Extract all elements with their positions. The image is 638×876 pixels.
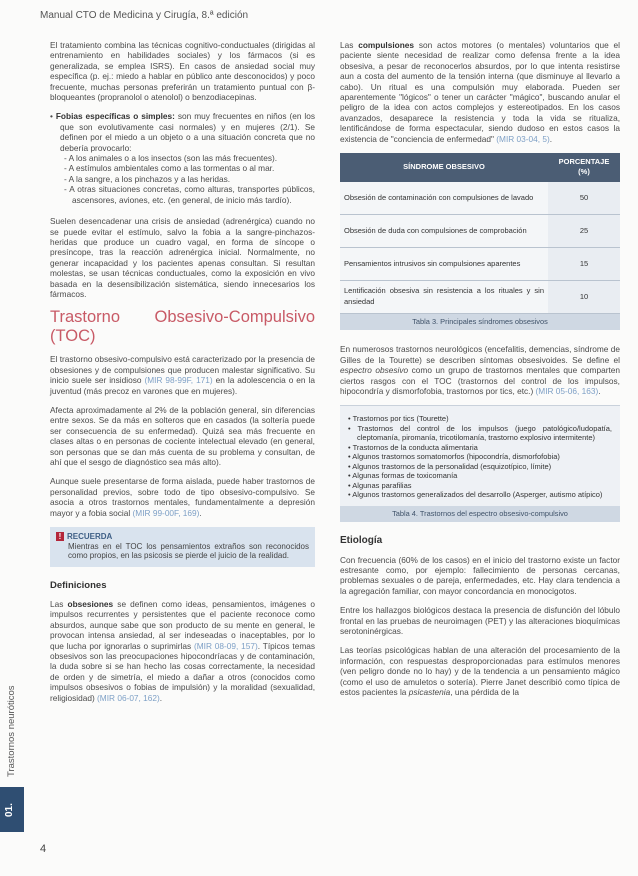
table-header: PORCENTAJE (%) bbox=[548, 153, 620, 182]
section-heading: Trastorno Obsesivo-Compulsivo (TOC) bbox=[50, 308, 315, 346]
mir-reference: (MIR 05-06, 163) bbox=[535, 385, 599, 396]
chapter-number-tab: 01. bbox=[0, 787, 24, 832]
list-item: • Trastornos del control de los impulsos (juego patológico/ludopatía, cleptomanía, piromanía, tricotilomanía, trastorno explosivo intermitente) bbox=[348, 423, 612, 443]
table-header: SÍNDROME OBSESIVO bbox=[340, 153, 548, 182]
table-row: Pensamientos intrusivos sin compulsiones aparentes 15 bbox=[340, 247, 620, 280]
recuerda-box: ! RECUERDA Mientras en el TOC los pensamientos extraños son reconocidos como propios, en las psicosis se pierde el juicio de la realidad. bbox=[50, 527, 315, 567]
table-caption: Tabla 4. Trastornos del espectro obsesivo-compulsivo bbox=[340, 506, 620, 522]
paragraph: Aunque suele presentarse de forma aislada, puede haber trastornos de personalidad previos, sobre todo de tipo obsesivo-compulsivo. Se asocia a otros trastornos mentales, fundamentalmente a depresión mayor y a fobia social (MIR 99-00F, 169). bbox=[50, 476, 315, 518]
exclamation-icon: ! bbox=[56, 532, 64, 541]
paragraph: Las compulsiones son actos motores (o mentales) voluntarios que el paciente siente necesidad de realizar como defensa frente a la idea obsesiva, a pesar de reconocerlos absurdos, por lo que intenta resistirse aun a costa del aumento de la tensión interna (que disminuye al llevarlo a cabo). Un ritual es una compulsión muy elaborada. Pueden ser aparentemente "lógicos" o tener un carácter "mágico", buscando anular el peligro de la idea con actos complejos y estereotipados. En los casos avanzados, desaparece la resistencia y toda la vida se ritualiza, lentificándose de forma espectacular, siendo dudoso en estos casos la existencia de "conciencia de enfermedad" (MIR 03-04, 5). bbox=[340, 40, 620, 144]
mir-reference: (MIR 99-00F, 169) bbox=[132, 507, 200, 518]
chapter-label: Trastornos neuróticos bbox=[6, 685, 17, 777]
list-item: • Trastornos de la conducta alimentaria bbox=[348, 442, 478, 452]
paragraph: Las obsesiones se definen como ideas, pensamientos, imágenes o impulsos recurrentes y persistentes que el paciente reconoce como absurdos, aunque sabe que son producto de su mente en general, le provocan intensa ansiedad, al ser indeseadas o inaceptables, por lo que lucha por ignorarlas o suprimirlas (MIR 08-09, 157). Típicos temas obsesivos son las preocupaciones hipocondríacas y de contaminación, la duda sobre si se han hecho las cosas correctamente, la necesidad de orden y de simetría, el miedo a dañar a otros (conocidos como impulsos obsesivos o fobias de impulsión) y la moralidad (sexualidad, religiosidad) (MIR 06-07, 162). bbox=[50, 598, 316, 703]
running-header: Manual CTO de Medicina y Cirugía, 8.ª edición bbox=[40, 10, 249, 21]
paragraph: Entre los hallazgos biológicos destaca la presencia de disfunción del lóbulo frontal en las pruebas de neuroimagen (PET) y las alteraciones bioquímicas serotoninérgicas. bbox=[340, 605, 620, 637]
table-row: Obsesión de duda con compulsiones de comprobación 25 bbox=[340, 214, 620, 247]
subsection-heading: Definiciones bbox=[50, 579, 107, 591]
list-item: • Algunas parafilias bbox=[348, 480, 412, 490]
sub-list-item: - A los animales o a los insectos (son las más frecuentes). bbox=[64, 153, 278, 164]
mir-reference: (MIR 06-07, 162) bbox=[97, 692, 160, 703]
chapter-sidebar bbox=[0, 642, 24, 832]
table-row: Obsesión de contaminación con compulsiones de lavado 50 bbox=[340, 182, 620, 215]
table-caption: Tabla 3. Principales síndromes obsesivos bbox=[340, 314, 620, 330]
sub-list-item: - A la sangre, a los pinchazos y a las heridas. bbox=[64, 173, 231, 184]
mir-reference: (MIR 08-09, 157) bbox=[193, 640, 258, 651]
paragraph: Afecta aproximadamente al 2% de la población general, sin diferencias entre sexos. Se da más en solteros que en casados (la soltería puede ser consecuencia de su enfermedad). Quizá sea más frecuente en clases altas o en personas de cociente intelectual elevado (en general, son personas que se dan más cuenta de su problema y consultan, de ahí que el sesgo de diagnóstico sea más alto). bbox=[50, 404, 315, 467]
mir-reference: (MIR 98-99F, 171) bbox=[144, 375, 213, 386]
sub-list-item: - A estímulos ambientales como a las tormentas o al mar. bbox=[64, 163, 275, 174]
paragraph: En numerosos trastornos neurológicos (encefalitis, demencias, síndrome de Gilles de la Tourette) se describen síntomas obsesivoides. Se define el espectro obsesivo como un grupo de trastornos mentales que comparten ciertos rasgos con el TOC (trastornos del control de los impulsos, hipocondría y dismorfofobia, trastornos por tics, etc.) (MIR 05-06, 163). bbox=[340, 344, 620, 396]
table-3 bbox=[340, 153, 620, 314]
left-column bbox=[50, 40, 315, 712]
list-item: • Algunos trastornos generalizados del desarrollo (Asperger, autismo atípico) bbox=[348, 490, 603, 500]
paragraph: El tratamiento combina las técnicas cognitivo-conductuales (dirigidas al entrenamiento en habilidades sociales) y los fármacos (si es generalizada, se emplea ISRS). En casos de ansiedad social muy específica (p. ej.: miedo a hablar en público ante desconocidos) y poco frecuente, muchas personas preferirán un tratamiento puntual con β-bloqueantes (propranolol o atenolol) o benzodiacepinas. bbox=[50, 40, 315, 103]
list-item: • Trastornos por tics (Tourette) bbox=[348, 414, 449, 424]
paragraph: Suelen desencadenar una crisis de ansiedad (adrenérgica) cuando no se puede evitar el estímulo, salvo la fobia a la sangre-pinchazos-heridas que produce un cuadro vagal, en forma de síncope o presíncope, tras la reacción adrenérgica inicial. Normalmente, no generar incapacidad y los pacientes apenas consultan. Si resultan molestas, se usan técnicas conductuales, como la exposición en vivo basada en la desensibilización sistemática, siendo innecesarios los fármacos. bbox=[50, 216, 315, 299]
list-item: • Algunos trastornos de la personalidad (esquizotípico, límite) bbox=[348, 461, 552, 471]
right-column bbox=[340, 40, 620, 707]
page-number: 4 bbox=[40, 843, 47, 855]
paragraph: Las teorías psicológicas hablan de una alteración del procesamiento de la información, con respuestas desproporcionadas para estímulos menores (ven peligro donde no lo hay) y de la tendencia a un pensamiento mágico (como el uso de amuletos o sotería). Pierre Janet describió como típica de estos pacientes la psicastenia, una pérdida de la bbox=[340, 645, 620, 698]
list-item: • Algunos trastornos somatomorfos (hipocondría, dismorfofobia) bbox=[348, 452, 560, 462]
table-4-box bbox=[340, 405, 620, 506]
mir-reference: (MIR 03-04, 5) bbox=[496, 133, 550, 144]
list-item: • Fobias específicas o simples: son muy frecuentes en niños (en los que son evolutivamente casi normales) y en mujeres (2/1). Se definen por el miedo a un objeto o a una situación concreta que no debería provocarlo: bbox=[50, 111, 316, 153]
subsection-heading: Etiología bbox=[340, 535, 383, 547]
paragraph: El trastorno obsesivo-compulsivo está caracterizado por la presencia de obsesiones y de compulsiones que producen malestar significativo. Su inicio suele ser insidioso (MIR 98-99F, 171) en la adolescencia o en la juventud (más precoz en varones que en mujeres). bbox=[50, 354, 315, 396]
sub-list-item: - A otras situaciones concretas, como alturas, transportes públicos, ascensores, aviones, etc. (en general, de inicio más tardío). bbox=[64, 184, 315, 205]
paragraph: Con frecuencia (60% de los casos) en el inicio del trastorno existe un factor estresante como, por ejemplo: fallecimiento de personas cercanas, problemas sexuales o de pareja, enfermedades, etc. Hay clara tendencia a la agregación familiar, con mayor concordancia en monocigotos. bbox=[340, 554, 620, 596]
list-item: • Algunas formas de toxicomanía bbox=[348, 471, 458, 481]
table-row: Lentificación obsesiva sin resistencia a los rituales y sin ansiedad 10 bbox=[340, 280, 620, 313]
